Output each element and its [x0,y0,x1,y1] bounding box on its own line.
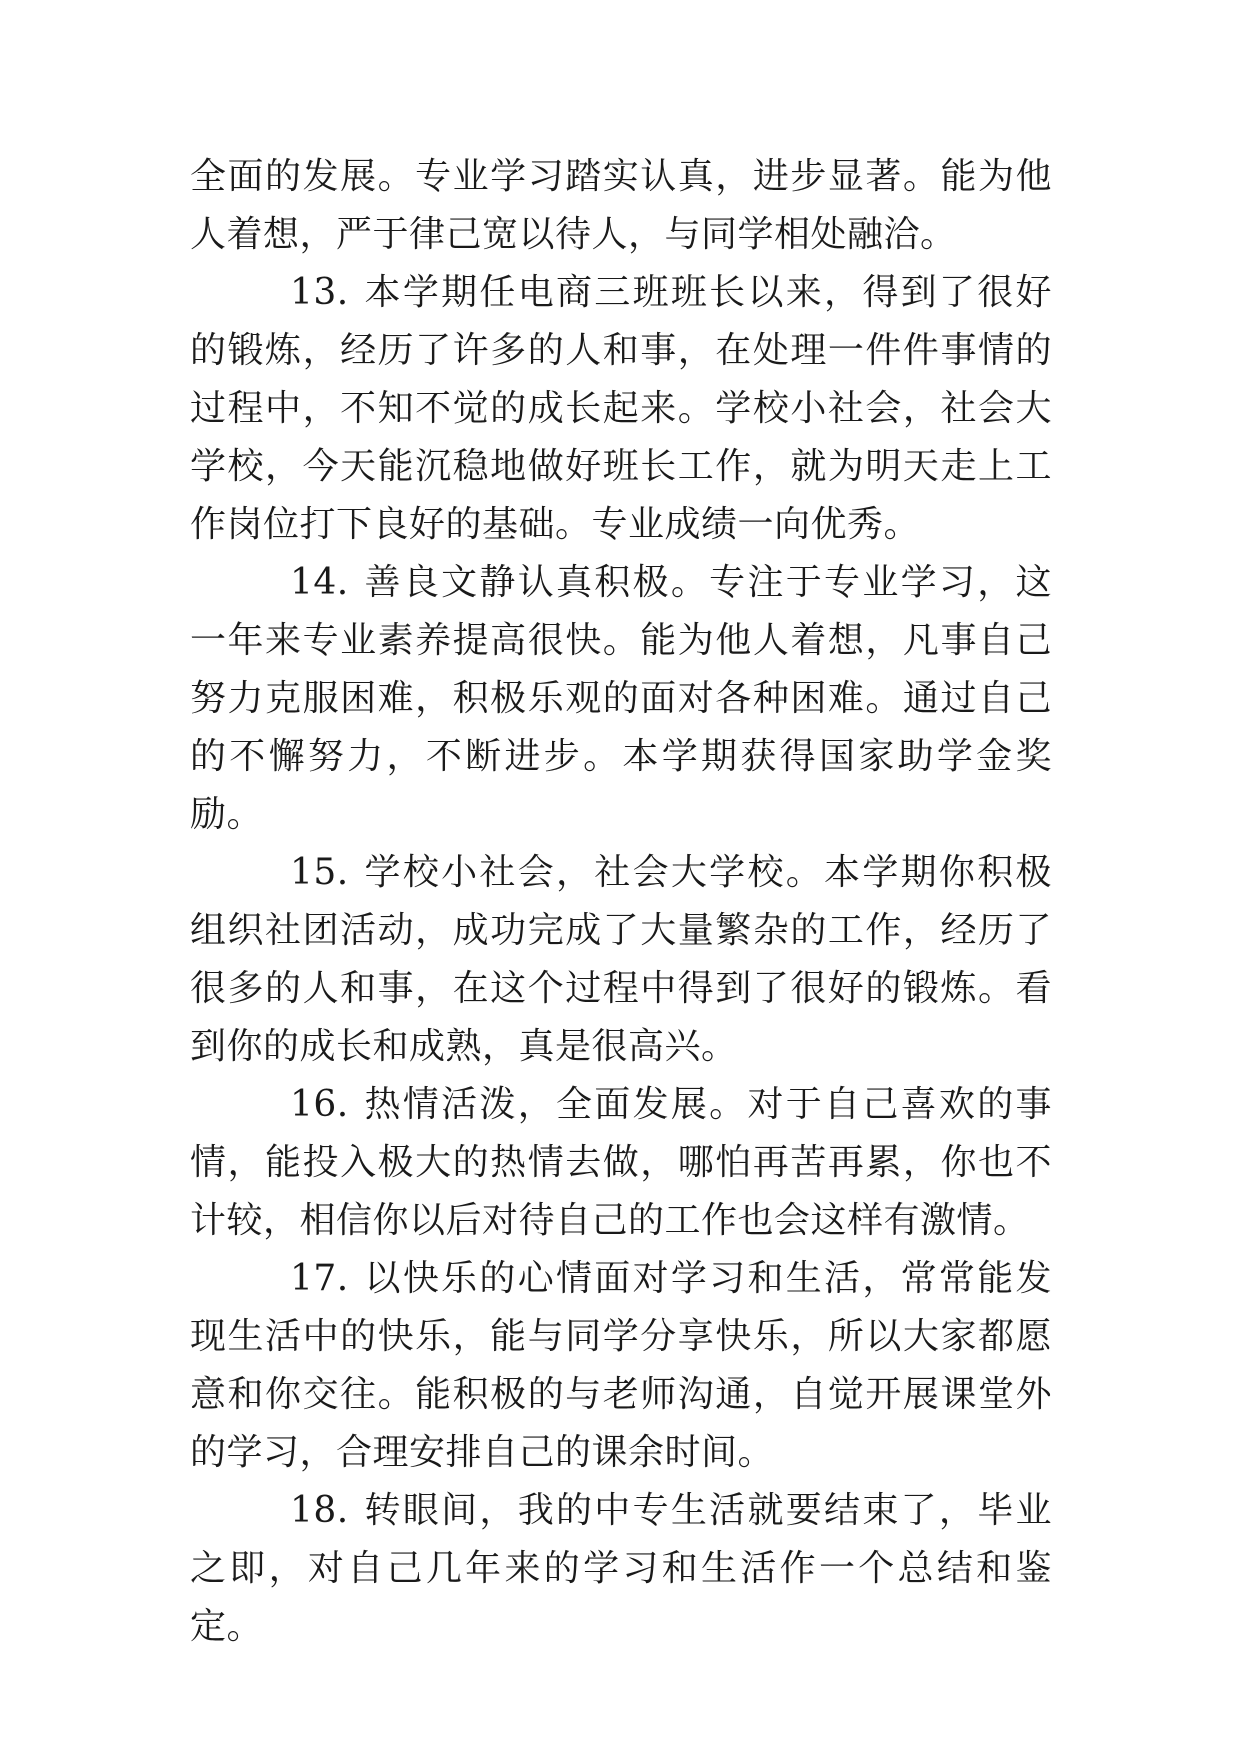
paragraph-number: 13. [290,272,349,313]
paragraph-text: 以快乐的心情面对学习和生活，常常能发现生活中的快乐，能与同学分享快乐，所以大家都愿意和你交往。能积极的与老师沟通，自觉开展课堂外的学习，合理安排自己的课余时间。 [190,1258,1052,1473]
paragraph-text: 全面的发展。专业学习踏实认真，进步显著。能为他人着想，严于律己宽以待人，与同学相处融洽。 [190,156,1052,255]
paragraph-16 [190,1076,1052,1250]
paragraph-text: 转眼间，我的中专生活就要结束了，毕业之即，对自己几年来的学习和生活作一个总结和鉴定。 [190,1490,1052,1647]
paragraph-number: 16. [290,1084,349,1125]
paragraph-text: 热情活泼，全面发展。对于自己喜欢的事情，能投入极大的热情去做，哪怕再苦再累，你也不计较，相信你以后对待自己的工作也会这样有激情。 [190,1084,1052,1241]
paragraph-text: 学校小社会，社会大学校。本学期你积极组织社团活动，成功完成了大量繁杂的工作，经历了很多的人和事，在这个过程中得到了很好的锻炼。看到你的成长和成熟，真是很高兴。 [190,852,1052,1067]
paragraph-number: 14. [290,562,349,603]
paragraph-17 [190,1250,1052,1482]
paragraph-text: 善良文静认真积极。专注于专业学习，这一年来专业素养提高很快。能为他人着想，凡事自己努力克服困难，积极乐观的面对各种困难。通过自己的不懈努力，不断进步。本学期获得国家助学金奖励。 [190,562,1052,835]
document-page [190,148,1052,1656]
paragraph-number: 15. [290,852,349,893]
paragraph-text: 本学期任电商三班班长以来，得到了很好的锻炼，经历了许多的人和事，在处理一件件事情的过程中，不知不觉的成长起来。学校小社会，社会大学校，今天能沉稳地做好班长工作，就为明天走上工作岗位打下良好的基础。专业成绩一向优秀。 [190,272,1052,545]
paragraph-13 [190,264,1052,554]
paragraph-18 [190,1482,1052,1656]
paragraph-number: 17. [290,1258,349,1299]
paragraph-continued [190,148,1052,264]
paragraph-14 [190,554,1052,844]
paragraph-number: 18. [290,1490,349,1531]
paragraph-15 [190,844,1052,1076]
